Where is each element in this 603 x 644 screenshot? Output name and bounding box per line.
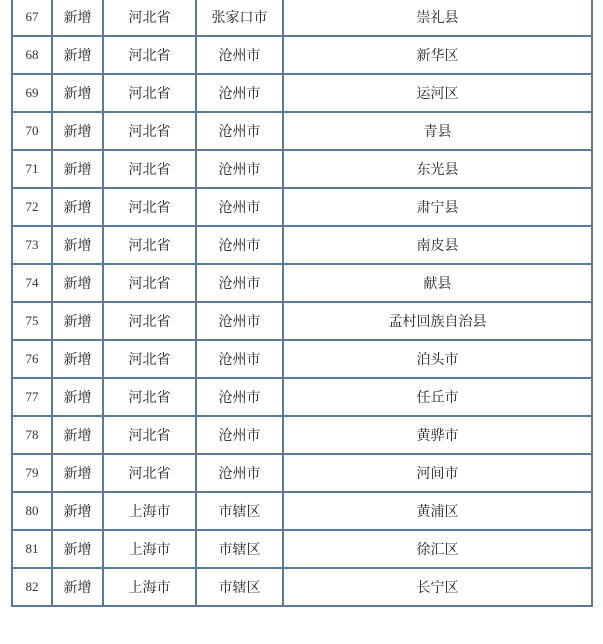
change-type-cell: 新增: [52, 340, 103, 378]
row-number-cell: 78: [12, 416, 52, 454]
province-cell: 河北省: [103, 0, 196, 36]
change-type-cell: 新增: [52, 150, 103, 188]
city-cell: 张家口市: [196, 0, 283, 36]
city-cell: 沧州市: [196, 378, 283, 416]
table-row: [12, 36, 592, 74]
change-type-cell: 新增: [52, 188, 103, 226]
county-cell: 崇礼县: [283, 0, 592, 36]
table-row: [12, 150, 592, 188]
city-cell: 沧州市: [196, 36, 283, 74]
county-cell: 东光县: [283, 150, 592, 188]
city-cell: 沧州市: [196, 188, 283, 226]
county-cell: 徐汇区: [283, 530, 592, 568]
region-table: [11, 0, 593, 607]
table-row: [12, 264, 592, 302]
change-type-cell: 新增: [52, 226, 103, 264]
province-cell: 河北省: [103, 188, 196, 226]
table-row: [12, 0, 592, 36]
change-type-cell: 新增: [52, 302, 103, 340]
table-row: [12, 530, 592, 568]
row-number-cell: 82: [12, 568, 52, 606]
province-cell: 河北省: [103, 74, 196, 112]
county-cell: 南皮县: [283, 226, 592, 264]
row-number-cell: 81: [12, 530, 52, 568]
province-cell: 河北省: [103, 302, 196, 340]
table-row: [12, 112, 592, 150]
city-cell: 沧州市: [196, 454, 283, 492]
city-cell: 沧州市: [196, 74, 283, 112]
table-row: [12, 340, 592, 378]
row-number-cell: 67: [12, 0, 52, 36]
change-type-cell: 新增: [52, 454, 103, 492]
county-cell: 黄骅市: [283, 416, 592, 454]
row-number-cell: 73: [12, 226, 52, 264]
table-body: [12, 0, 592, 606]
row-number-cell: 69: [12, 74, 52, 112]
city-cell: 沧州市: [196, 302, 283, 340]
table-row: [12, 302, 592, 340]
table-row: [12, 454, 592, 492]
city-cell: 市辖区: [196, 492, 283, 530]
county-cell: 运河区: [283, 74, 592, 112]
province-cell: 上海市: [103, 492, 196, 530]
row-number-cell: 74: [12, 264, 52, 302]
table-row: [12, 568, 592, 606]
county-cell: 长宁区: [283, 568, 592, 606]
county-cell: 黄浦区: [283, 492, 592, 530]
change-type-cell: 新增: [52, 74, 103, 112]
province-cell: 河北省: [103, 112, 196, 150]
city-cell: 沧州市: [196, 340, 283, 378]
province-cell: 河北省: [103, 454, 196, 492]
row-number-cell: 77: [12, 378, 52, 416]
change-type-cell: 新增: [52, 492, 103, 530]
city-cell: 沧州市: [196, 416, 283, 454]
table-row: [12, 416, 592, 454]
province-cell: 河北省: [103, 416, 196, 454]
county-cell: 青县: [283, 112, 592, 150]
change-type-cell: 新增: [52, 378, 103, 416]
county-cell: 泊头市: [283, 340, 592, 378]
county-cell: 河间市: [283, 454, 592, 492]
row-number-cell: 75: [12, 302, 52, 340]
province-cell: 河北省: [103, 36, 196, 74]
change-type-cell: 新增: [52, 264, 103, 302]
province-cell: 河北省: [103, 340, 196, 378]
change-type-cell: 新增: [52, 530, 103, 568]
change-type-cell: 新增: [52, 112, 103, 150]
change-type-cell: 新增: [52, 568, 103, 606]
table-row: [12, 188, 592, 226]
province-cell: 河北省: [103, 226, 196, 264]
row-number-cell: 68: [12, 36, 52, 74]
row-number-cell: 70: [12, 112, 52, 150]
change-type-cell: 新增: [52, 0, 103, 36]
city-cell: 沧州市: [196, 112, 283, 150]
row-number-cell: 72: [12, 188, 52, 226]
city-cell: 沧州市: [196, 150, 283, 188]
county-cell: 任丘市: [283, 378, 592, 416]
region-table-container: [11, 0, 591, 607]
table-row: [12, 378, 592, 416]
city-cell: 沧州市: [196, 226, 283, 264]
row-number-cell: 71: [12, 150, 52, 188]
change-type-cell: 新增: [52, 36, 103, 74]
county-cell: 孟村回族自治县: [283, 302, 592, 340]
province-cell: 河北省: [103, 264, 196, 302]
row-number-cell: 76: [12, 340, 52, 378]
county-cell: 献县: [283, 264, 592, 302]
province-cell: 上海市: [103, 568, 196, 606]
province-cell: 上海市: [103, 530, 196, 568]
province-cell: 河北省: [103, 378, 196, 416]
table-row: [12, 492, 592, 530]
county-cell: 肃宁县: [283, 188, 592, 226]
city-cell: 市辖区: [196, 530, 283, 568]
row-number-cell: 80: [12, 492, 52, 530]
city-cell: 市辖区: [196, 568, 283, 606]
province-cell: 河北省: [103, 150, 196, 188]
table-row: [12, 74, 592, 112]
county-cell: 新华区: [283, 36, 592, 74]
change-type-cell: 新增: [52, 416, 103, 454]
table-row: [12, 226, 592, 264]
row-number-cell: 79: [12, 454, 52, 492]
city-cell: 沧州市: [196, 264, 283, 302]
